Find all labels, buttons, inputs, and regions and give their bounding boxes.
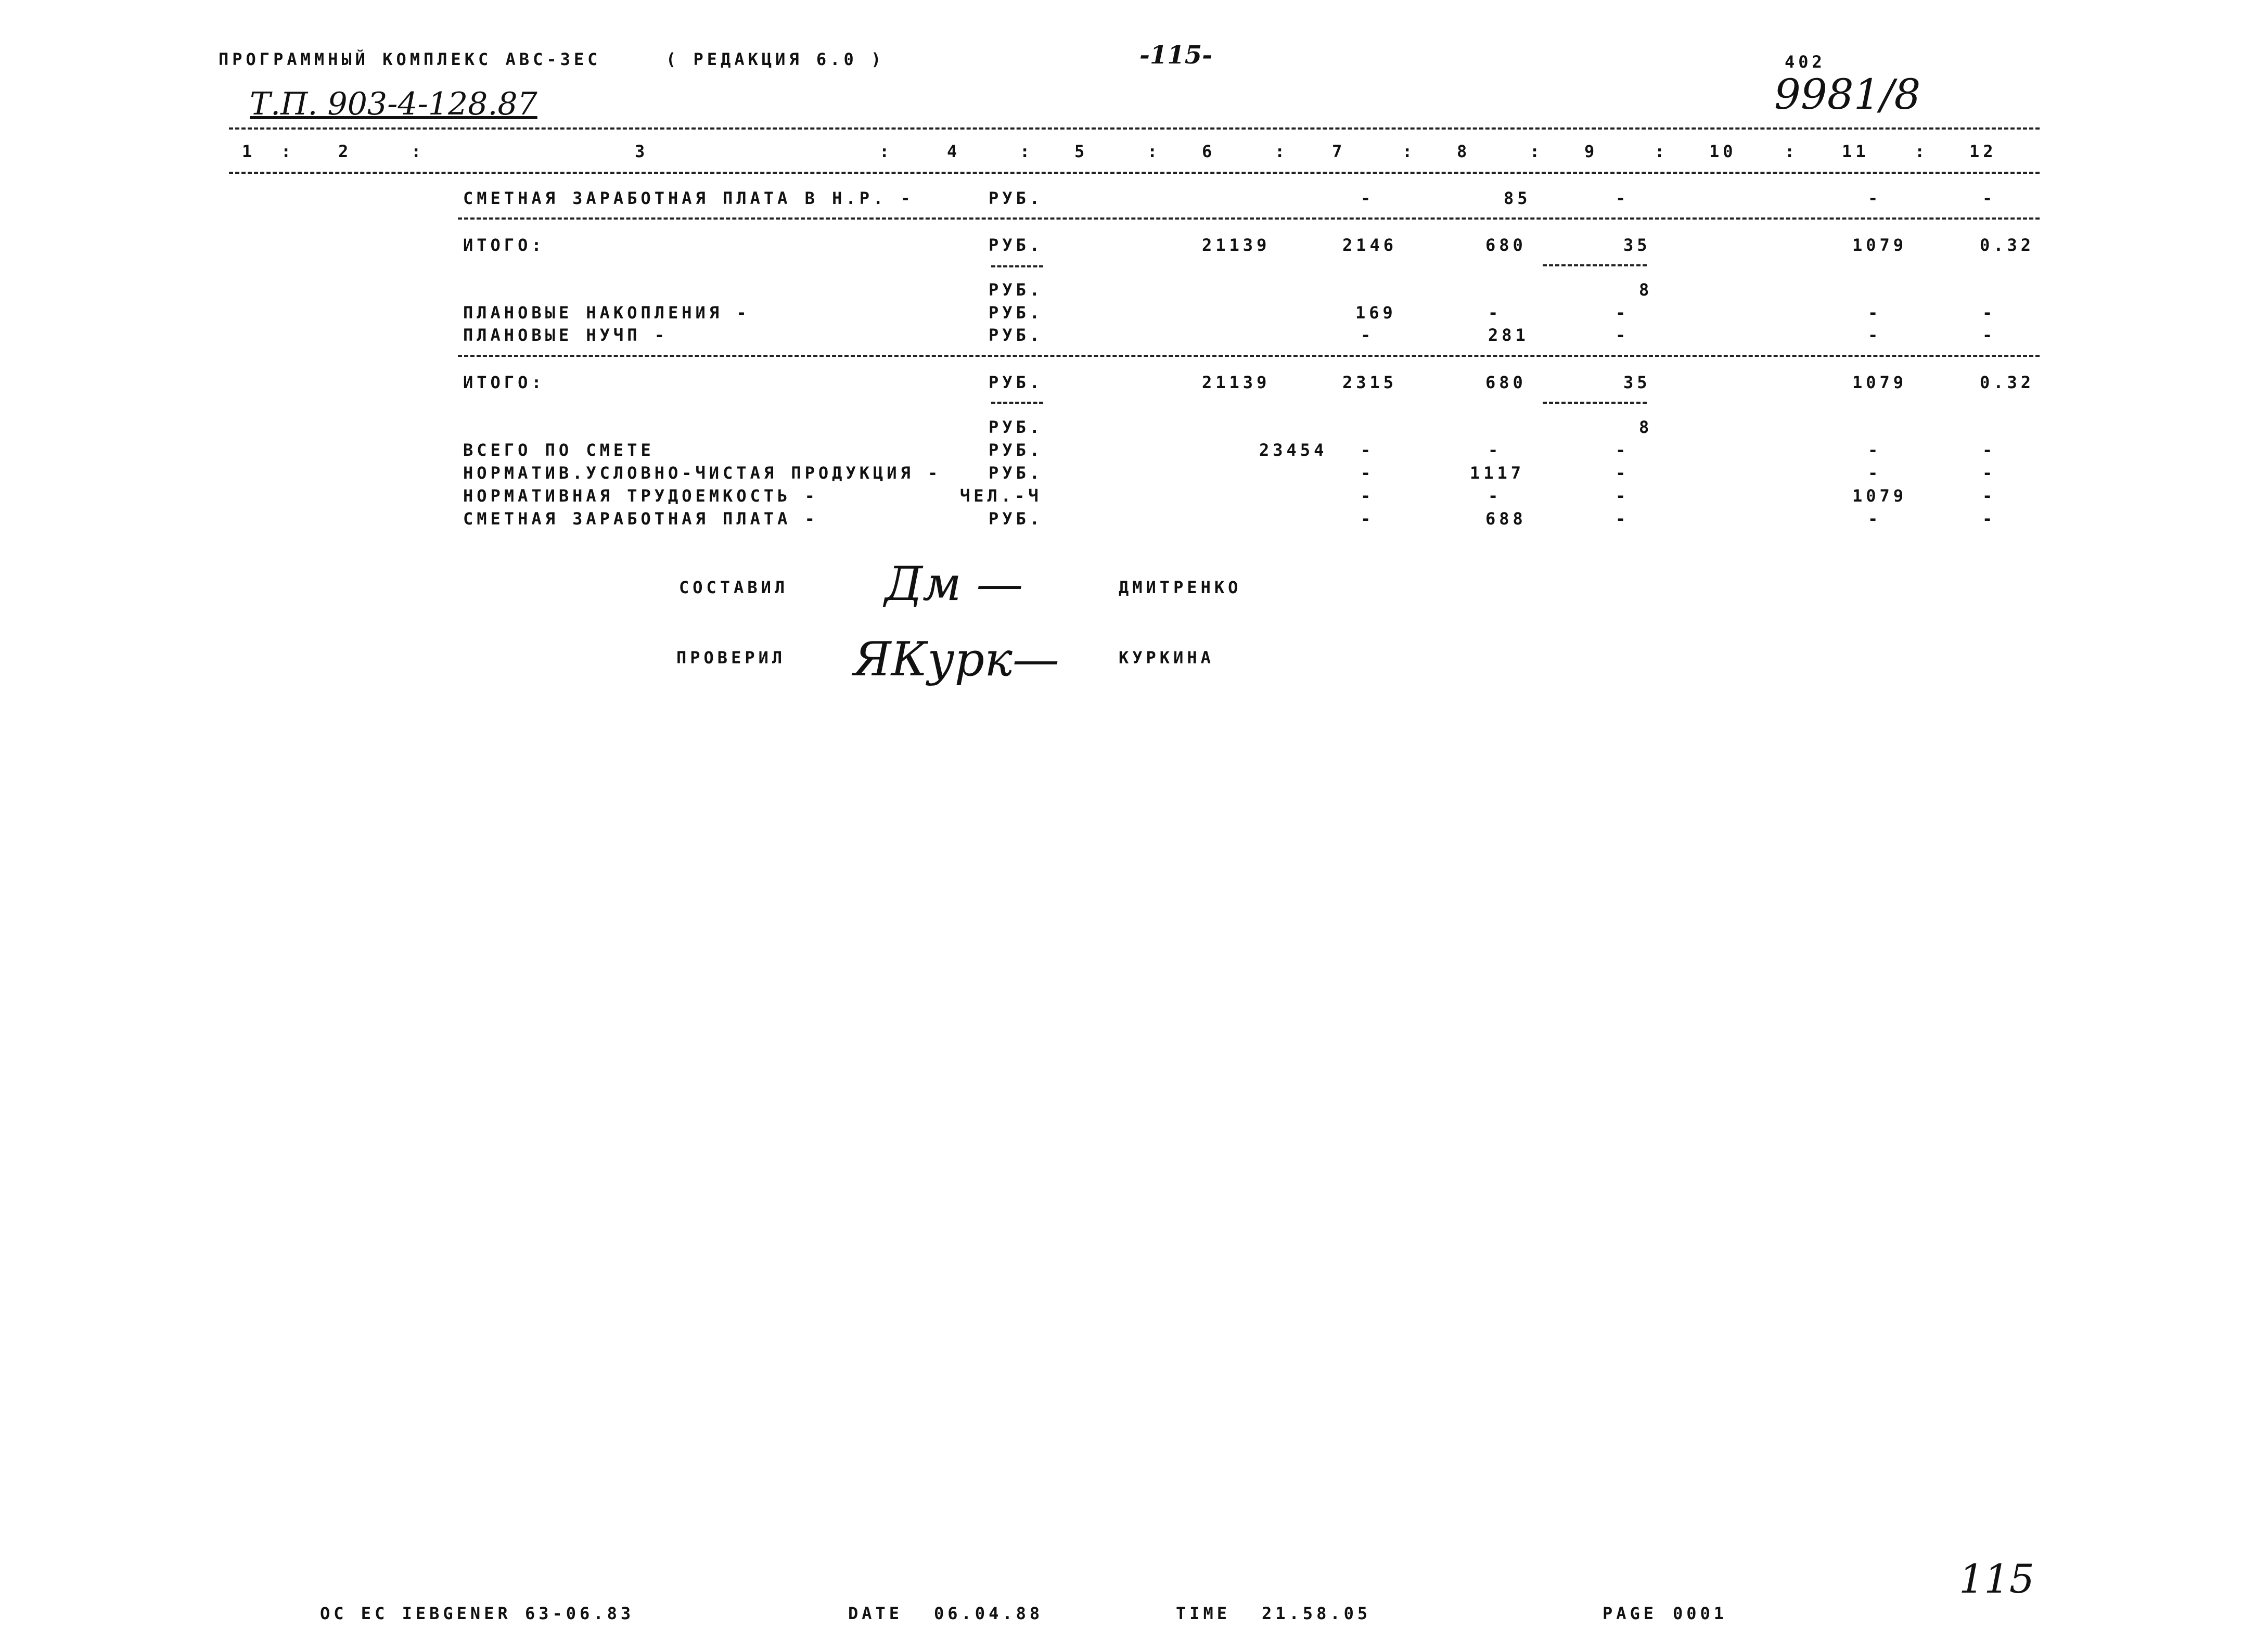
col-sep: : — [1402, 142, 1416, 161]
row-unit: РУБ. — [989, 188, 1044, 208]
cell-6: 21139 — [1202, 235, 1271, 255]
col-header-4: 4 — [947, 142, 961, 161]
cell-9: 35 — [1623, 235, 1651, 255]
col-sep: : — [1915, 142, 1929, 161]
cell-9: - — [1616, 486, 1630, 506]
footer-page: 0001 — [1673, 1604, 1728, 1623]
col-sep: : — [1530, 142, 1544, 161]
project-code: Т.П. 903-4-128.87 — [250, 86, 537, 122]
cell-8: - — [1488, 440, 1502, 460]
cell-12: 0.32 — [1980, 235, 2035, 255]
row-label: НОРМАТИВНАЯ ТРУДОЕМКОСТЬ - — [463, 486, 818, 506]
compiled-name: ДМИТРЕНКО — [1119, 578, 1242, 597]
col-sep: : — [281, 142, 295, 161]
col-header-8: 8 — [1457, 142, 1471, 161]
handwritten-page-number: 115 — [1959, 1556, 2035, 1602]
cell-9: 35 — [1623, 373, 1651, 392]
cell-8: 1117 — [1470, 463, 1525, 483]
cell-11: 1079 — [1852, 373, 1907, 392]
cell-9: - — [1616, 463, 1630, 483]
cell-7: - — [1361, 440, 1375, 460]
col-sep: : — [1020, 142, 1034, 161]
row-label: СМЕТНАЯ ЗАРАБОТНАЯ ПЛАТА В Н.Р. - — [463, 188, 914, 208]
cell-8: - — [1488, 486, 1502, 506]
cell-9-extra: 8 — [1639, 417, 1653, 437]
page-mark: -115- — [1139, 41, 1213, 70]
row-unit-2: РУБ. — [989, 417, 1044, 437]
col-header-3: 3 — [635, 142, 649, 161]
header-top-rule — [229, 127, 2040, 130]
cell-9-extra: 8 — [1639, 280, 1653, 300]
row-unit: РУБ. — [989, 303, 1044, 323]
col-header-10: 10 — [1709, 142, 1737, 161]
checked-signature: ЯКурк— — [853, 632, 1059, 687]
cell-11: - — [1868, 509, 1882, 529]
cell-12: - — [1982, 509, 1996, 529]
cell-12: - — [1982, 303, 1996, 323]
col-header-9: 9 — [1584, 142, 1598, 161]
cell-9-underline — [1543, 264, 1647, 266]
row-unit: РУБ. — [989, 235, 1044, 255]
compiled-label: СОСТАВИЛ — [679, 578, 789, 597]
cell-9: - — [1616, 188, 1630, 208]
cell-12: - — [1982, 325, 1996, 345]
col-sep: : — [411, 142, 425, 161]
cell-8: 680 — [1485, 235, 1527, 255]
cell-7: 169 — [1355, 303, 1396, 323]
section-rule — [458, 217, 2040, 220]
row-unit: РУБ. — [989, 373, 1044, 392]
col-header-11: 11 — [1842, 142, 1869, 161]
cell-12: - — [1982, 188, 1996, 208]
cell-12: - — [1982, 486, 1996, 506]
cell-11: - — [1868, 188, 1882, 208]
col-header-1: 1 — [242, 142, 256, 161]
checked-label: ПРОВЕРИЛ — [676, 648, 786, 668]
col-sep: : — [1275, 142, 1289, 161]
row-label: СМЕТНАЯ ЗАРАБОТНАЯ ПЛАТА - — [463, 509, 818, 529]
cell-11: 1079 — [1852, 486, 1907, 506]
program-title: ПРОГРАММНЫЙ КОМПЛЕКС АВС-3ЕС — [219, 49, 601, 69]
cell-7: - — [1361, 486, 1375, 506]
col-header-2: 2 — [338, 142, 352, 161]
cell-8: 688 — [1485, 509, 1527, 529]
cell-8: 281 — [1488, 325, 1529, 345]
cell-11: 1079 — [1852, 235, 1907, 255]
cell-11: - — [1868, 325, 1882, 345]
row-unit: ЧЕЛ.-Ч — [960, 486, 1042, 506]
col-sep: : — [1785, 142, 1799, 161]
section-rule — [458, 355, 2040, 357]
cell-8: - — [1488, 303, 1502, 323]
cell-11: - — [1868, 303, 1882, 323]
unit-underline — [991, 265, 1043, 267]
col-header-12: 12 — [1969, 142, 1997, 161]
unit-underline — [991, 402, 1043, 404]
row-label: ПЛАНОВЫЕ НУЧП - — [463, 325, 668, 345]
col-header-6: 6 — [1202, 142, 1216, 161]
row-unit-2: РУБ. — [989, 280, 1044, 300]
col-header-5: 5 — [1074, 142, 1088, 161]
compiled-signature: Дм — — [885, 557, 1023, 611]
cell-6: 23454 — [1259, 440, 1328, 460]
cell-6: 21139 — [1202, 373, 1271, 392]
cell-11: - — [1868, 440, 1882, 460]
cell-12: 0.32 — [1980, 373, 2035, 392]
cell-12: - — [1982, 440, 1996, 460]
row-unit: РУБ. — [989, 509, 1044, 529]
row-unit: РУБ. — [989, 440, 1044, 460]
col-sep: : — [1147, 142, 1161, 161]
row-label: ВСЕГО ПО СМЕТЕ — [463, 440, 655, 460]
col-sep: : — [879, 142, 893, 161]
row-label: ПЛАНОВЫЕ НАКОПЛЕНИЯ - — [463, 303, 750, 323]
cell-7: 2146 — [1342, 235, 1398, 255]
sheet-code: 9981/8 — [1774, 70, 1921, 119]
cell-7: - — [1361, 463, 1375, 483]
cell-8: 85 — [1504, 188, 1531, 208]
cell-9-underline — [1543, 402, 1647, 404]
footer-time-label: TIME — [1176, 1604, 1231, 1623]
checked-name: КУРКИНА — [1119, 648, 1214, 668]
footer-page-label: PAGE — [1603, 1604, 1658, 1623]
cell-9: - — [1616, 325, 1630, 345]
cell-7: - — [1361, 325, 1375, 345]
cell-8: 680 — [1485, 373, 1527, 392]
cell-9: - — [1616, 440, 1630, 460]
col-sep: : — [1655, 142, 1669, 161]
footer-job: OC EC IEBGENER 63-06.83 — [320, 1604, 635, 1623]
row-label: ИТОГО: — [463, 235, 545, 255]
row-label: ИТОГО: — [463, 373, 545, 392]
edition-label: ( РЕДАКЦИЯ 6.0 ) — [666, 49, 885, 69]
header-bottom-rule — [229, 172, 2040, 174]
cell-7: - — [1361, 509, 1375, 529]
doc-number: 402 — [1785, 52, 1826, 72]
row-label: НОРМАТИВ.УСЛОВНО-ЧИСТАЯ ПРОДУКЦИЯ - — [463, 463, 942, 483]
cell-9: - — [1616, 303, 1630, 323]
row-unit: РУБ. — [989, 325, 1044, 345]
row-unit: РУБ. — [989, 463, 1044, 483]
cell-9: - — [1616, 509, 1630, 529]
cell-12: - — [1982, 463, 1996, 483]
cell-11: - — [1868, 463, 1882, 483]
cell-7: - — [1361, 188, 1375, 208]
footer-date-label: DATE — [848, 1604, 903, 1623]
footer-time: 21.58.05 — [1262, 1604, 1372, 1623]
col-header-7: 7 — [1332, 142, 1346, 161]
footer-date: 06.04.88 — [934, 1604, 1044, 1623]
cell-7: 2315 — [1342, 373, 1398, 392]
